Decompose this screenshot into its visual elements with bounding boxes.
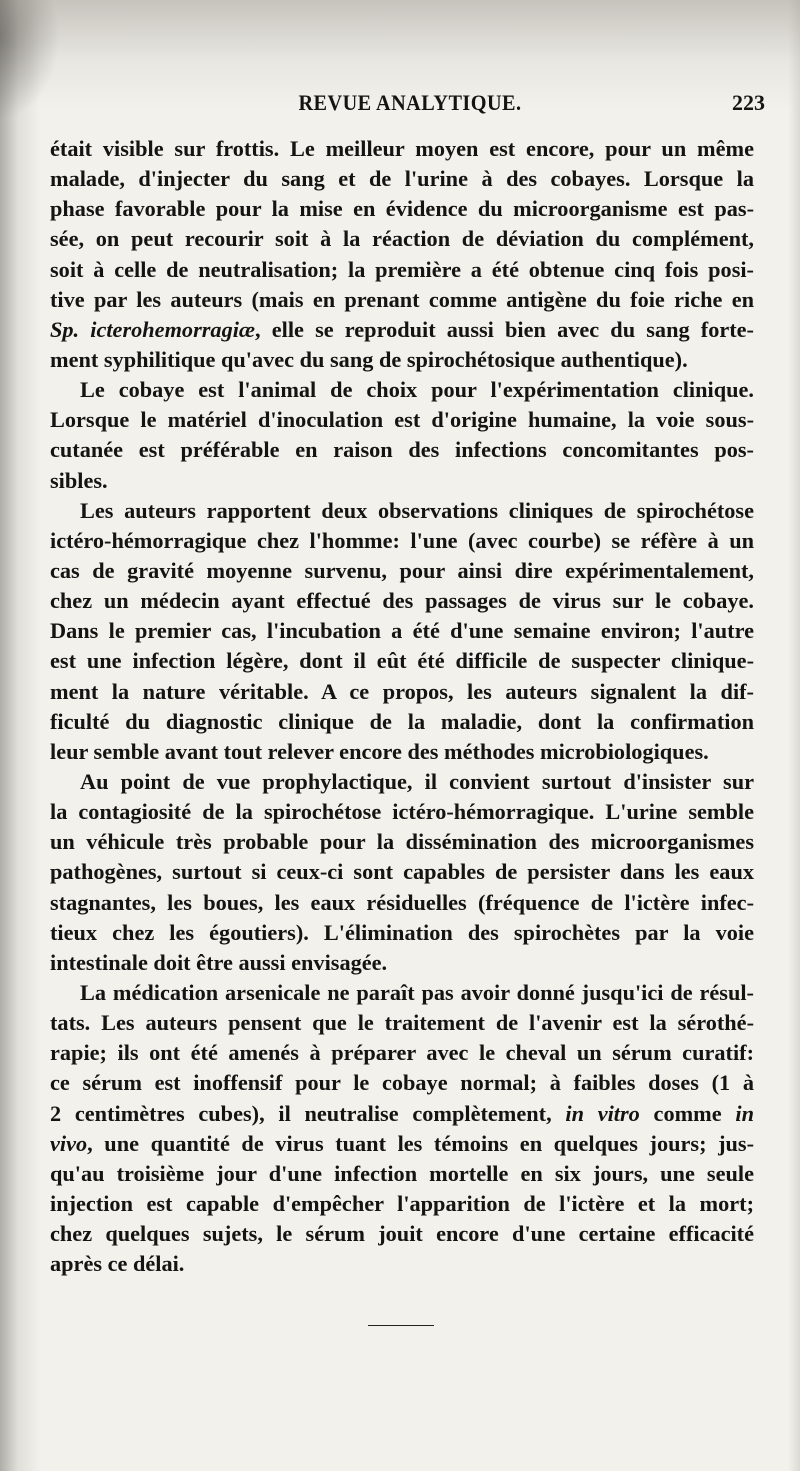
text-line: cas de gravité moyenne survenu, pour ainsi dire expérimentalement, <box>50 557 754 583</box>
text-line: la contagiosité de la spirochétose ictéro-hémorragique. L'urine semble <box>50 799 754 825</box>
paragraph <box>50 134 754 375</box>
text-line: intestinale doit être aussi envisagée. <box>50 949 388 975</box>
text-line: 2 centimètres cubes), il neutralise complètement, in vitro comme in <box>50 1100 754 1126</box>
text-line: tieux chez les égoutiers). L'élimination des spirochètes par la voie <box>50 919 754 945</box>
text-line: pathogènes, surtout si ceux-ci sont capables de persister dans les eaux <box>50 859 754 885</box>
section-end-rule <box>368 1325 434 1326</box>
text-line: injection est capable d'empêcher l'apparition de l'ictère et la mort; <box>50 1190 754 1216</box>
text-line: Lorsque le matériel d'inoculation est d'origine humaine, la voie sous- <box>50 407 754 433</box>
text-line: ictéro-hémorragique chez l'homme: l'une (avec courbe) se réfère à un <box>50 527 754 553</box>
text-line: ficulté du diagnostic clinique de la maladie, dont la confirmation <box>50 708 754 734</box>
running-title: REVUE ANALYTIQUE. <box>298 90 522 115</box>
paragraph <box>50 496 754 767</box>
text-line: rapie; ils ont été amenés à préparer avec le cheval un sérum curatif: <box>50 1040 754 1066</box>
text-line: vivo, une quantité de virus tuant les témoins en quelques jours; jus- <box>50 1130 754 1156</box>
text-line: sibles. <box>50 467 108 493</box>
text-line: est une infection légère, dont il eût été difficile de suspecter clinique- <box>50 648 754 674</box>
text-line: tats. Les auteurs pensent que le traitement de l'avenir est la sérothé- <box>50 1010 754 1036</box>
text-line: était visible sur frottis. Le meilleur moyen est encore, pour un même <box>50 136 754 161</box>
text-line: leur semble avant tout relever encore des méthodes microbiologiques. <box>50 738 709 764</box>
text-line: qu'au troisième jour d'une infection mortelle en six jours, une seule <box>50 1160 754 1186</box>
text-line: phase favorable pour la mise en évidence du microorganisme est pas- <box>50 196 754 222</box>
text-line: ce sérum est inoffensif pour le cobaye normal; à faibles doses (1 à <box>50 1070 754 1096</box>
text-line: tive par les auteurs (mais en prenant comme antigène du foie riche en <box>50 286 754 312</box>
text-line: Au point de vue prophylactique, il convient surtout d'insister sur <box>80 768 754 794</box>
text-line: Les auteurs rapportent deux observations cliniques de spirochétose <box>80 497 754 523</box>
text-line: sée, on peut recourir soit à la réaction de déviation du complément, <box>50 226 754 252</box>
text-line: un véhicule très probable pour la dissémination des microorganismes <box>50 829 754 855</box>
text-line: ment syphilitique qu'avec du sang de spirochétosique authentique). <box>50 346 688 372</box>
text-line: soit à celle de neutralisation; la première a été obtenue cinq fois posi- <box>50 256 754 282</box>
text-line: chez quelques sujets, le sérum jouit encore d'une certaine efficacité <box>50 1221 754 1247</box>
paragraph <box>50 375 754 496</box>
paragraph <box>50 767 754 978</box>
text-line: Dans le premier cas, l'incubation a été d'une semaine environ; l'autre <box>50 618 754 644</box>
page-number: 223 <box>732 90 765 115</box>
text-line: malade, d'injecter du sang et de l'urine à des cobayes. Lorsque la <box>50 166 754 192</box>
text-line: chez un médecin ayant effectué des passages de virus sur le cobaye. <box>50 588 754 614</box>
paragraph <box>50 978 754 1279</box>
text-line: Sp. icterohemorragiæ, elle se reproduit aussi bien avec du sang forte- <box>50 316 754 342</box>
article-body <box>50 134 754 1279</box>
text-line: cutanée est préférable en raison des infections concomitantes pos- <box>50 437 754 463</box>
text-line: Le cobaye est l'animal de choix pour l'expérimentation clinique. <box>80 377 754 403</box>
text-line: stagnantes, les boues, les eaux résiduelles (fréquence de l'ictère infec- <box>50 889 754 915</box>
page-header <box>55 90 765 120</box>
text-line: ment la nature véritable. A ce propos, les auteurs signalent la dif- <box>50 678 754 704</box>
text-line: La médication arsenicale ne paraît pas avoir donné jusqu'ici de résul- <box>80 979 754 1005</box>
text-line: après ce délai. <box>50 1251 185 1277</box>
